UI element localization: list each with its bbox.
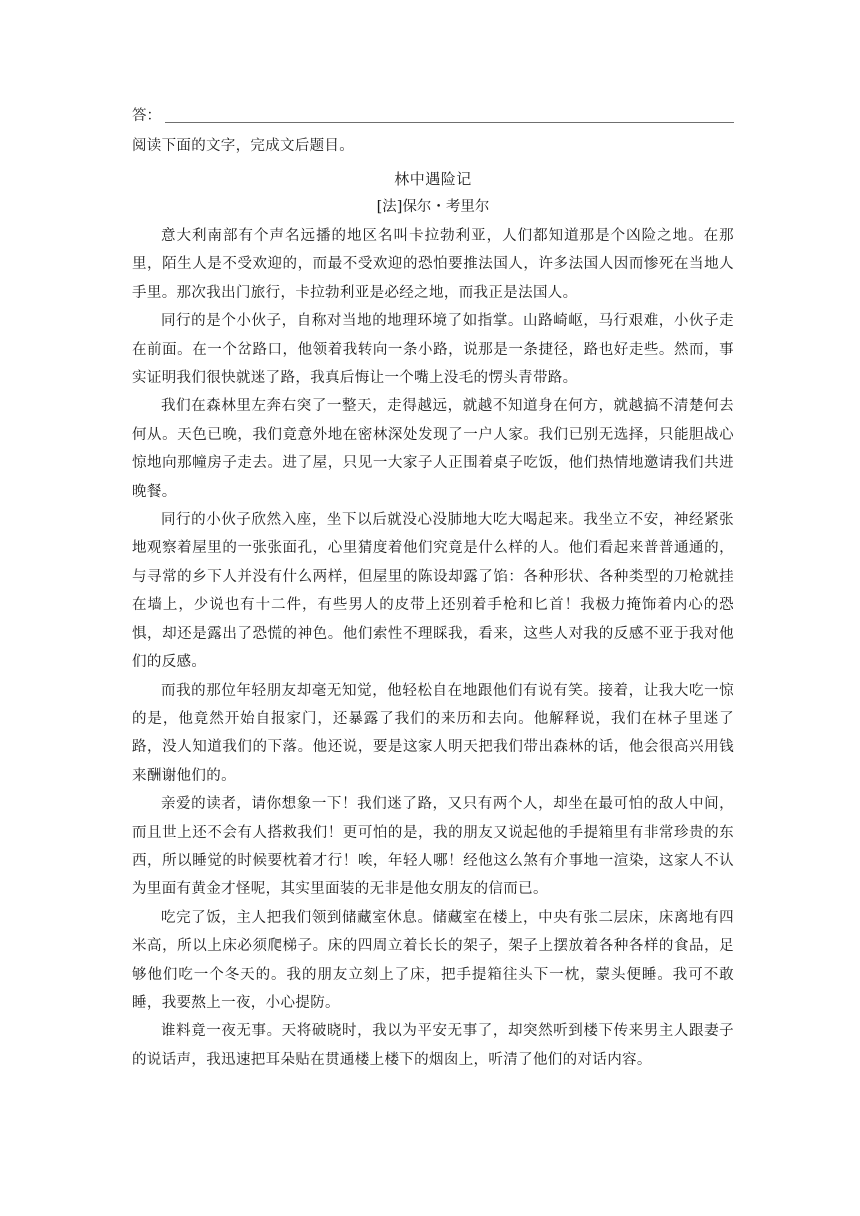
article-title: 林中遇险记 <box>394 170 472 188</box>
article-paragraph: 吃完了饭，主人把我们领到储藏室休息。储藏室在楼上，中央有张二层床，床离地有四米高，所以上床必须爬梯子。床的四周立着长长的架子，架子上摆放着各种各样的食品，足够他们吃一个冬天的。我的朋友立刻上了床，把手提箱往头下一枕，蒙头便睡。我可不敢睡，我要熬上一夜，小心提防。 <box>132 909 734 1011</box>
article-body <box>132 222 734 1074</box>
answer-line <box>132 104 734 128</box>
article-author: [法]保尔・考里尔 <box>376 199 490 215</box>
article-paragraph: 同行的小伙子欣然入座，坐下以后就没心没肺地大吃大喝起来。我坐立不安，神经紧张地观察着屋里的一张张面孔，心里猜度着他们究竟是什么样的人。他们看起来普普通通的，与寻常的乡下人并没有什么两样，但屋里的陈设却露了馅：各种形状、各种类型的刀枪就挂在墙上，少说也有十二件，有些男人的皮带上还别着手枪和匕首！我极力掩饰着内心的恐惧，却还是露出了恐慌的神色。他们索性不理睬我，看来，这些人对我的反感不亚于我对他们的反感。 <box>132 512 734 671</box>
article-paragraph: 同行的是个小伙子，自称对当地的地理环境了如指掌。山路崎岖，马行艰难，小伙子走在前面。在一个岔路口，他领着我转向一条小路，说那是一条捷径，路也好走些。然而，事实证明我们很快就迷了路，我真后悔让一个嘴上没毛的愣头青带路。 <box>132 313 734 387</box>
answer-label: 答： <box>132 108 161 124</box>
answer-blank-line[interactable] <box>165 122 734 123</box>
reading-instruction: 阅读下面的文字，完成文后题目。 <box>132 138 354 154</box>
article-paragraph: 谁料竟一夜无事。天将破晓时，我以为平安无事了，却突然听到楼下传来男主人跟妻子的说话声，我迅速把耳朵贴在贯通楼上楼下的烟囱上，听清了他们的对话内容。 <box>132 1023 734 1068</box>
article-paragraph: 亲爱的读者，请你想象一下！我们迷了路，又只有两个人，却坐在最可怕的敌人中间，而且世上还不会有人搭救我们！更可怕的是，我的朋友又说起他的手提箱里有非常珍贵的东西，所以睡觉的时候要枕着才行！唉，年轻人哪！经他这么煞有介事地一渲染，这家人不认为里面有黄金才怪呢，其实里面装的无非是他女朋友的信而已。 <box>132 796 734 898</box>
article-paragraph: 而我的那位年轻朋友却毫无知觉，他轻松自在地跟他们有说有笑。接着，让我大吃一惊的是，他竟然开始自报家门，还暴露了我们的来历和去向。他解释说，我们在林子里迷了路，没人知道我们的下落。他还说，要是这家人明天把我们带出森林的话，他会很高兴用钱来酬谢他们的。 <box>132 682 734 784</box>
article-paragraph: 我们在森林里左奔右突了一整天，走得越远，就越不知道身在何方，就越搞不清楚何去何从。天色已晚，我们竟意外地在密林深处发现了一户人家。我们已别无选择，只能胆战心惊地向那幢房子走去。进了屋，只见一大家子人正围着桌子吃饭，他们热情地邀请我们共进晚餐。 <box>132 398 734 500</box>
article-paragraph: 意大利南部有个声名远播的地区名叫卡拉勃利亚，人们都知道那是个凶险之地。在那里，陌生人是不受欢迎的，而最不受欢迎的恐怕要推法国人，许多法国人因而惨死在当地人手里。那次我出门旅行，卡拉勃利亚是必经之地，而我正是法国人。 <box>132 228 734 301</box>
